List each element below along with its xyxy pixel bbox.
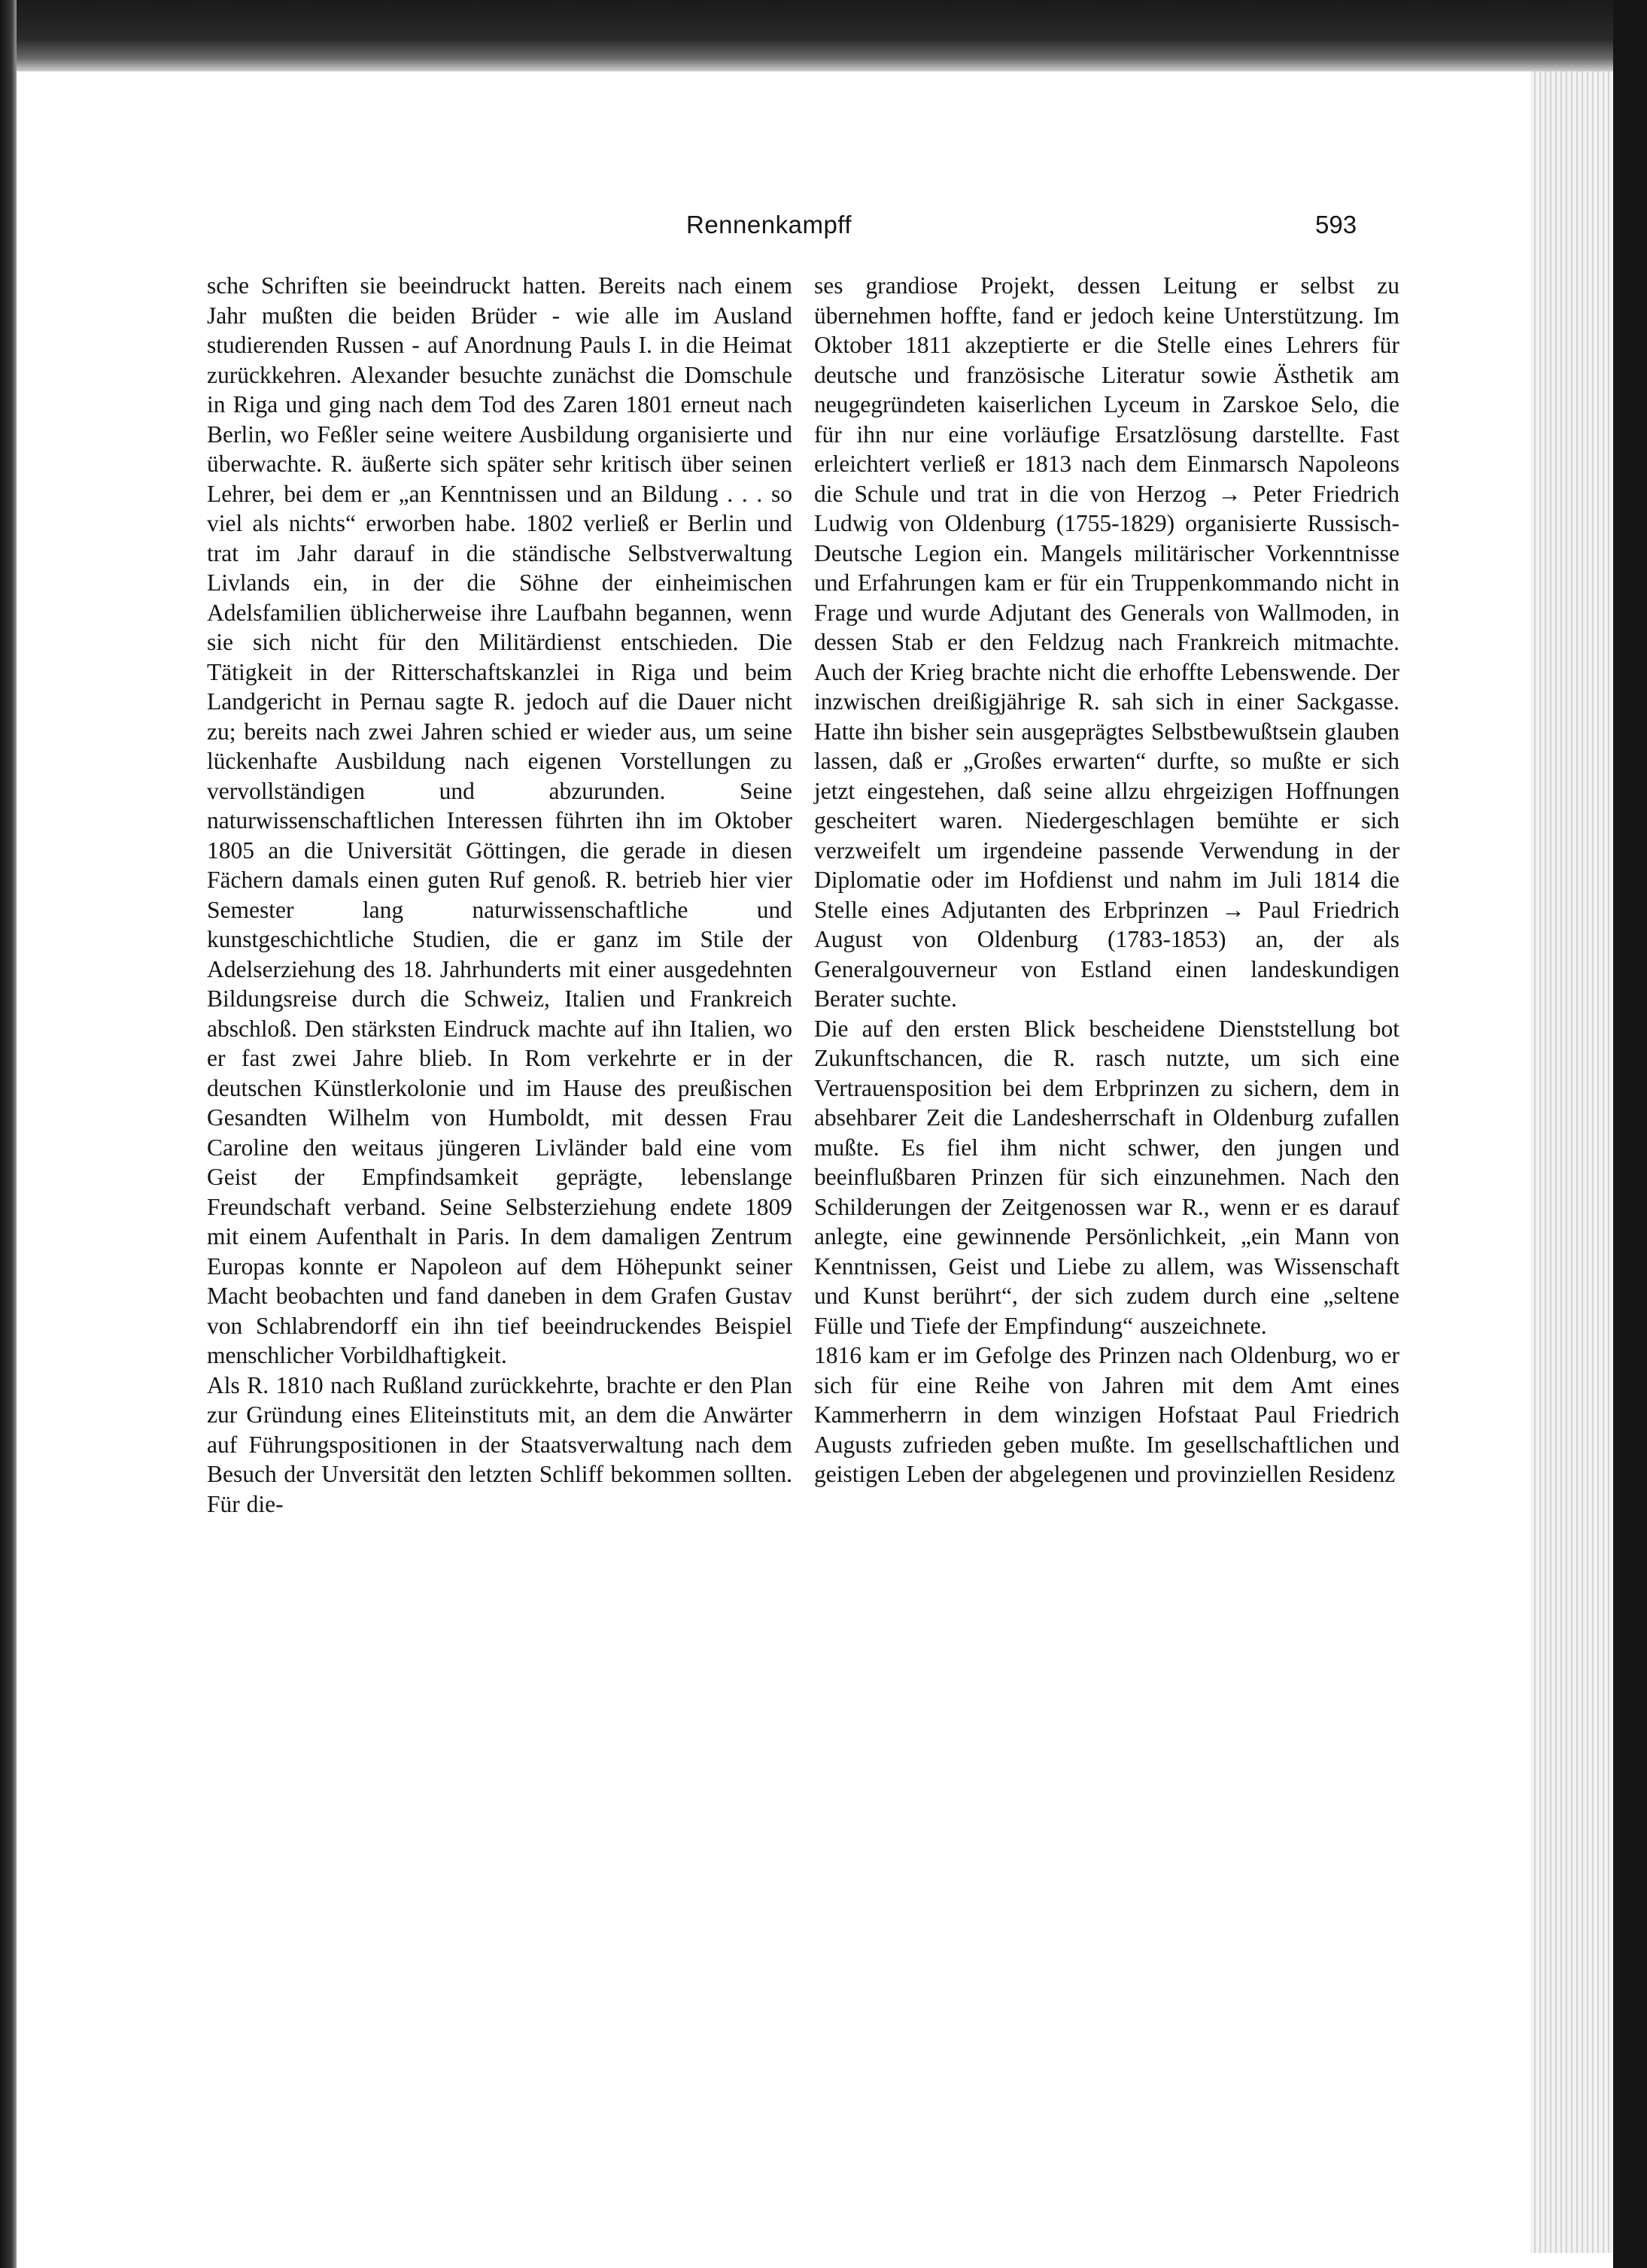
running-title: Rennenkampff (686, 211, 852, 238)
scan-border-right (1613, 0, 1647, 2268)
scan-border-left (0, 0, 17, 2268)
paragraph: sche Schriften sie beeindruckt hatten. Bereits nach einem Jahr mußten die beiden Brüder - wie alle im Ausland studierenden Russen - auf Anordnung Pauls I. in die Heimat zurückkehren. Alexander besuchte zunächst die Domschule in Riga und ging nach dem Tod des Zaren 1801 erneut nach Berlin, wo Feßler seine weitere Ausbildung organisierte und überwachte. R. äußerte sich später sehr kritisch über seinen Lehrer, bei dem er „an Kenntnissen und an Bildung . . . so viel als nichts“ erworben habe. 1802 verließ er Berlin und trat im Jahr darauf in die ständische Selbstverwaltung Livlands ein, in der die Söhne der einheimischen Adelsfamilien üblicherweise ihre Laufbahn begannen, wenn sie sich nicht für den Militärdienst entschieden. Die Tätigkeit in der Ritterschaftskanzlei in Riga und beim Landgericht in Pernau sagte R. jedoch auf die Dauer nicht zu; bereits nach zwei Jahren schied er wieder aus, um seine lückenhafte Ausbildung nach eigenen Vorstellungen zu vervollständigen und abzurunden. Seine naturwissenschaftlichen Interessen führten ihn im Oktober 1805 an die Universität Göttingen, die gerade in diesen Fächern damals einen guten Ruf genoß. R. betrieb hier vier Semester lang naturwissenschaftliche und kunstgeschichtliche Studien, die er ganz im Stile der Adelserziehung des 18. Jahrhunderts mit einer ausgedehnten Bildungsreise durch die Schweiz, Italien und Frankreich abschloß. Den stärksten Eindruck machte auf ihn Italien, wo er fast zwei Jahre blieb. In Rom verkehrte er in der deutschen Künstlerkolonie und im Hause des preußischen Gesandten Wilhelm von Humboldt, mit dessen Frau Caroline den weitaus jüngeren Livländer bald eine vom Geist der Empfindsamkeit geprägte, lebenslange Freundschaft verband. Seine Selbsterziehung endete 1809 mit einem Aufenthalt in Paris. In dem damaligen Zentrum Europas konnte er Napoleon auf dem Höhepunkt seiner Macht beobachten und fand daneben in dem Grafen Gustav von Schlabrendorff ein ihn tief beeindruckendes Beispiel menschlicher Vorbildhaftigkeit. (207, 272, 792, 1368)
paragraph: 1816 kam er im Gefolge des Prinzen nach Oldenburg, wo er sich für eine Reihe von Jahren mit dem Amt eines Kammerherrn in dem winzigen Hofstaat Paul Friedrich Augusts zufrieden geben mußte. Im gesellschaftlichen und geistigen Leben der abgelegenen und provinziellen Residenz (814, 1342, 1399, 1487)
paragraph: Als R. 1810 nach Rußland zurückkehrte, brachte er den Plan zur Gründung eines Eliteinstituts mit, an dem die Anwärter auf Führungspositionen in der Staatsverwaltung nach dem Besuch der Unversität den letzten Schliff bekommen sollten. Für die- (207, 1371, 792, 1517)
text-column-right (814, 271, 1399, 1489)
page-number: 593 (1315, 211, 1357, 238)
book-page-edges (1530, 71, 1613, 2253)
text-column-left (207, 271, 792, 1519)
paragraph: ses grandiose Projekt, dessen Leitung er selbst zu übernehmen hoffte, fand er jedoch keine Unterstützung. Im Oktober 1811 akzeptierte er die Stelle eines Lehrers für deutsche und französische Literatur sowie Ästhetik am neugegründeten kaiserlichen Lyceum in Zarskoe Selo, die für ihn nur eine vorläufige Ersatzlösung darstellte. Fast erleichtert verließ er 1813 nach dem Einmarsch Napoleons die Schule und trat in die von Herzog → Peter Friedrich Ludwig von Oldenburg (1755-1829) organisierte Russisch-Deutsche Legion ein. Mangels militärischer Vorkenntnisse und Erfahrungen kam er für ein Truppenkommando nicht in Frage und wurde Adjutant des Generals von Wallmoden, in dessen Stab er den Feldzug nach Frankreich mitmachte. Auch der Krieg brachte nicht die erhoffte Lebenswende. Der inzwischen dreißigjährige R. sah sich in einer Sackgasse. Hatte ihn bisher sein ausgeprägtes Selbstbewußtsein glauben lassen, daß er „Großes erwarten“ durfte, so mußte er sich jetzt eingestehen, daß seine allzu ehrgeizigen Hoffnungen gescheitert waren. Niedergeschlagen bemühte er sich verzweifelt um irgendeine passende Verwendung in der Diplomatie oder im Hofdienst und nahm im Juli 1814 die Stelle eines Adjutanten des Erbprinzen → Paul Friedrich August von Oldenburg (1783-1853) an, der als Generalgouverneur von Estland einen landeskundigen Berater suchte. (814, 272, 1399, 1012)
paragraph: Die auf den ersten Blick bescheidene Dienststellung bot Zukunftschancen, die R. rasch nutzte, um sich eine Vertrauensposition bei dem Erbprinzen zu sichern, dem in absehbarer Zeit die Landesherrschaft in Oldenburg zufallen mußte. Es fiel ihm nicht schwer, den jungen und beeinflußbaren Prinzen für sich einzunehmen. Nach den Schilderungen der Zeitgenossen war R., wenn er es darauf anlegte, eine gewinnende Persönlichkeit, „ein Mann von Kenntnissen, Geist und Liebe zu allem, was Wissenschaft und Kunst berührt“, der sich zudem durch eine „seltene Fülle und Tiefe der Empfindung“ auszeichnete. (814, 1015, 1399, 1339)
scan-border-top (0, 0, 1647, 71)
running-head (0, 211, 1647, 251)
